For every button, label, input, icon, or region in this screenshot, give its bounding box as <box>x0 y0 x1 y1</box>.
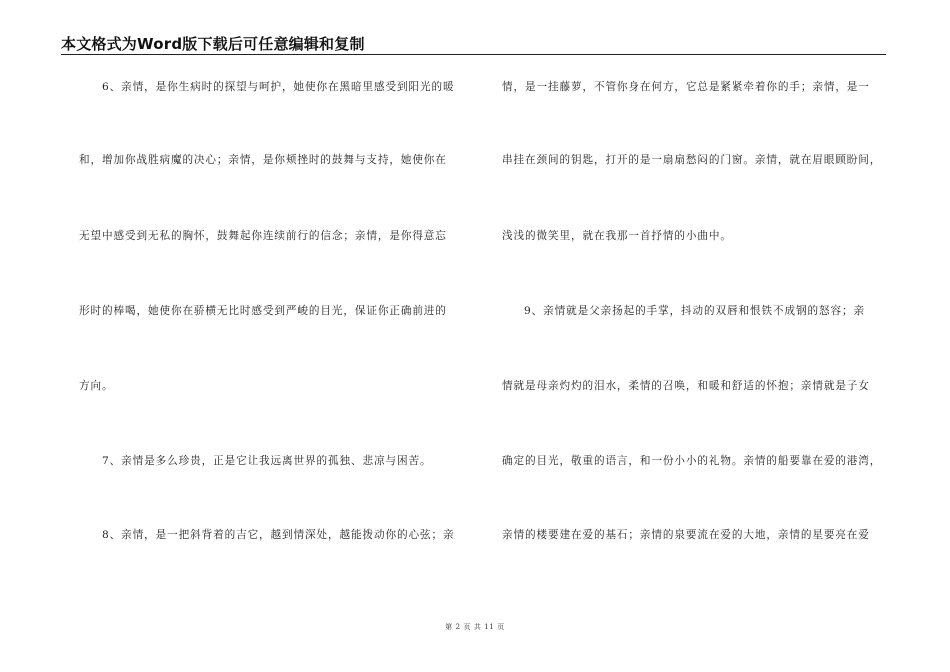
paragraph-line: 无望中感受到无私的胸怀，鼓舞起你连续前行的信念；亲情，是你得意忘 <box>79 230 447 242</box>
paragraph-line: 和，增加你战胜病魔的决心；亲情，是你颊挫时的鼓舞与支持，她使你在 <box>79 154 447 166</box>
paragraph-line: 亲情的楼要建在爱的基石；亲情的泉要流在爱的大地，亲情的星要亮在爱 <box>502 529 870 541</box>
paragraph-line: 情就是母亲灼灼的泪水，柔情的召唤，和暖和舒适的怀抱；亲情就是子女 <box>502 380 870 392</box>
header-divider <box>61 54 886 55</box>
paragraph-line: 9、亲情就是父亲扬起的手掌，抖动的双唇和恨铁不成钢的怒容；亲 <box>524 305 865 317</box>
paragraph-line: 串挂在颈间的钥匙，打开的是一扇扇愁闷的门窗。亲情，就在眉眼顾盼间， <box>502 154 882 166</box>
paragraph-line: 7、亲情是多么珍贵，正是它让我远离世界的孤独、悲凉与困苦。 <box>102 455 432 467</box>
paragraph-line: 情，是一挂藤萝，不管你身在何方，它总是紧紧牵着你的手；亲情，是一 <box>502 81 870 93</box>
paragraph-line: 8、亲情，是一把斜背着的吉它，越到情深处，越能拨动你的心弦；亲 <box>102 529 455 541</box>
paragraph-line: 6、亲情，是你生病时的探望与呵护，她使你在黑暗里感受到阳光的暖 <box>102 81 455 93</box>
page-number: 第 2 页 共 11 页 <box>445 623 505 631</box>
paragraph-line: 浅浅的微笑里，就在我那一首抒情的小曲中。 <box>502 230 732 242</box>
paragraph-line: 方向。 <box>79 380 114 392</box>
document-header-title: 本文格式为Word版下载后可任意编辑和复制 <box>61 35 365 53</box>
paragraph-line: 形时的棒喝，她使你在骄横无比时感受到严峻的目光，保证你正确前进的 <box>79 305 447 317</box>
paragraph-line: 确定的目光，敬重的语言，和一份小小的礼物。亲情的船要靠在爱的港湾， <box>502 455 882 467</box>
